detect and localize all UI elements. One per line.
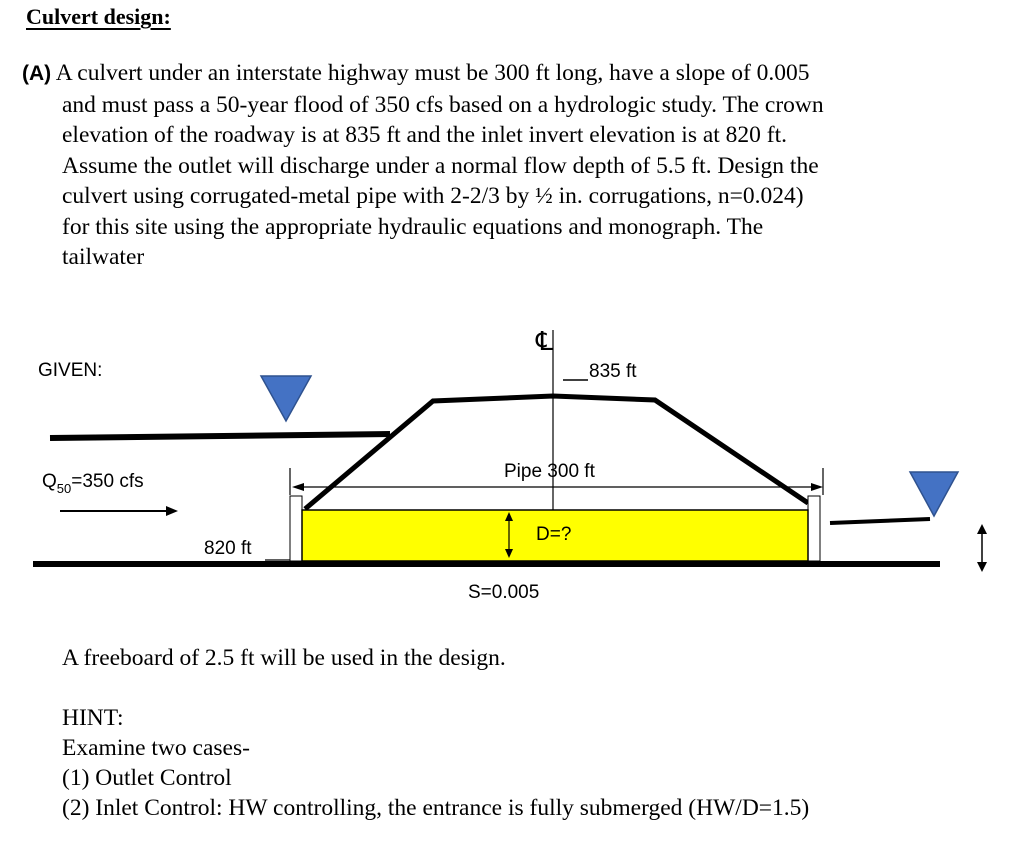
pipe-length-label: Pipe 300 ft: [504, 461, 595, 482]
problem-line-5: culvert using corrugated-metal pipe with 2-2/3 by ½ in. corrugations, n=0.024): [62, 183, 804, 209]
crown-elevation-label: 835 ft: [589, 361, 637, 382]
problem-statement: [22, 58, 942, 273]
problem-text-1: A culvert under an interstate highway must be 300 ft long, have a slope of 0.005: [55, 60, 810, 86]
hint-case-1: (1) Outlet Control: [62, 765, 232, 791]
given-label: GIVEN:: [38, 360, 103, 381]
downstream-water-surface: [830, 519, 930, 523]
problem-line-3: elevation of the roadway is at 835 ft and the inlet invert elevation is at 820 ft.: [62, 122, 788, 148]
flow-arrowhead-icon: [166, 506, 178, 516]
dimension-arrowhead-right-icon: [811, 483, 823, 491]
tailwater-arrowhead-up-icon: [977, 524, 987, 534]
problem-label: (A): [22, 62, 52, 85]
slope-label: S=0.005: [468, 582, 540, 603]
problem-line-6: for this site using the appropriate hydraulic equations and monograph. The: [62, 213, 764, 240]
upstream-water-level-icon: [261, 376, 311, 421]
inlet-headwall: [290, 496, 302, 561]
culvert-diagram: [0, 300, 1024, 620]
problem-line-4: Assume the outlet will discharge under a normal flow depth of 5.5 ft. Design the: [62, 152, 819, 179]
invert-elevation-label: 820 ft: [204, 538, 252, 559]
hint-case-2: (2) Inlet Control: HW controlling, the entrance is fully submerged (HW/D=1.5): [62, 795, 810, 821]
problem-line-2: and must pass a 50-year flood of 350 cfs based on a hydrologic study. The crown: [62, 91, 824, 118]
problem-line-1: [22, 58, 942, 90]
road-embankment: [305, 396, 808, 509]
diameter-label: D=?: [536, 524, 572, 545]
hint-intro: Examine two cases-: [62, 735, 250, 761]
flow-label: $Q_{50}=350$ cfs: [42, 471, 144, 496]
freeboard-note: A freeboard of 2.5 ft will be used in the design.: [62, 645, 506, 671]
problem-line-7: tailwater: [62, 244, 145, 270]
tailwater-arrowhead-down-icon: [977, 562, 987, 572]
upstream-water-surface: [50, 434, 390, 438]
downstream-water-level-icon: [910, 472, 958, 516]
centerline-symbol: ℄: [536, 327, 553, 357]
dimension-arrowhead-left-icon: [292, 483, 304, 491]
outlet-headwall: [808, 496, 820, 561]
hint-title: HINT:: [62, 705, 124, 731]
page-heading: Culvert design:: [26, 4, 171, 29]
